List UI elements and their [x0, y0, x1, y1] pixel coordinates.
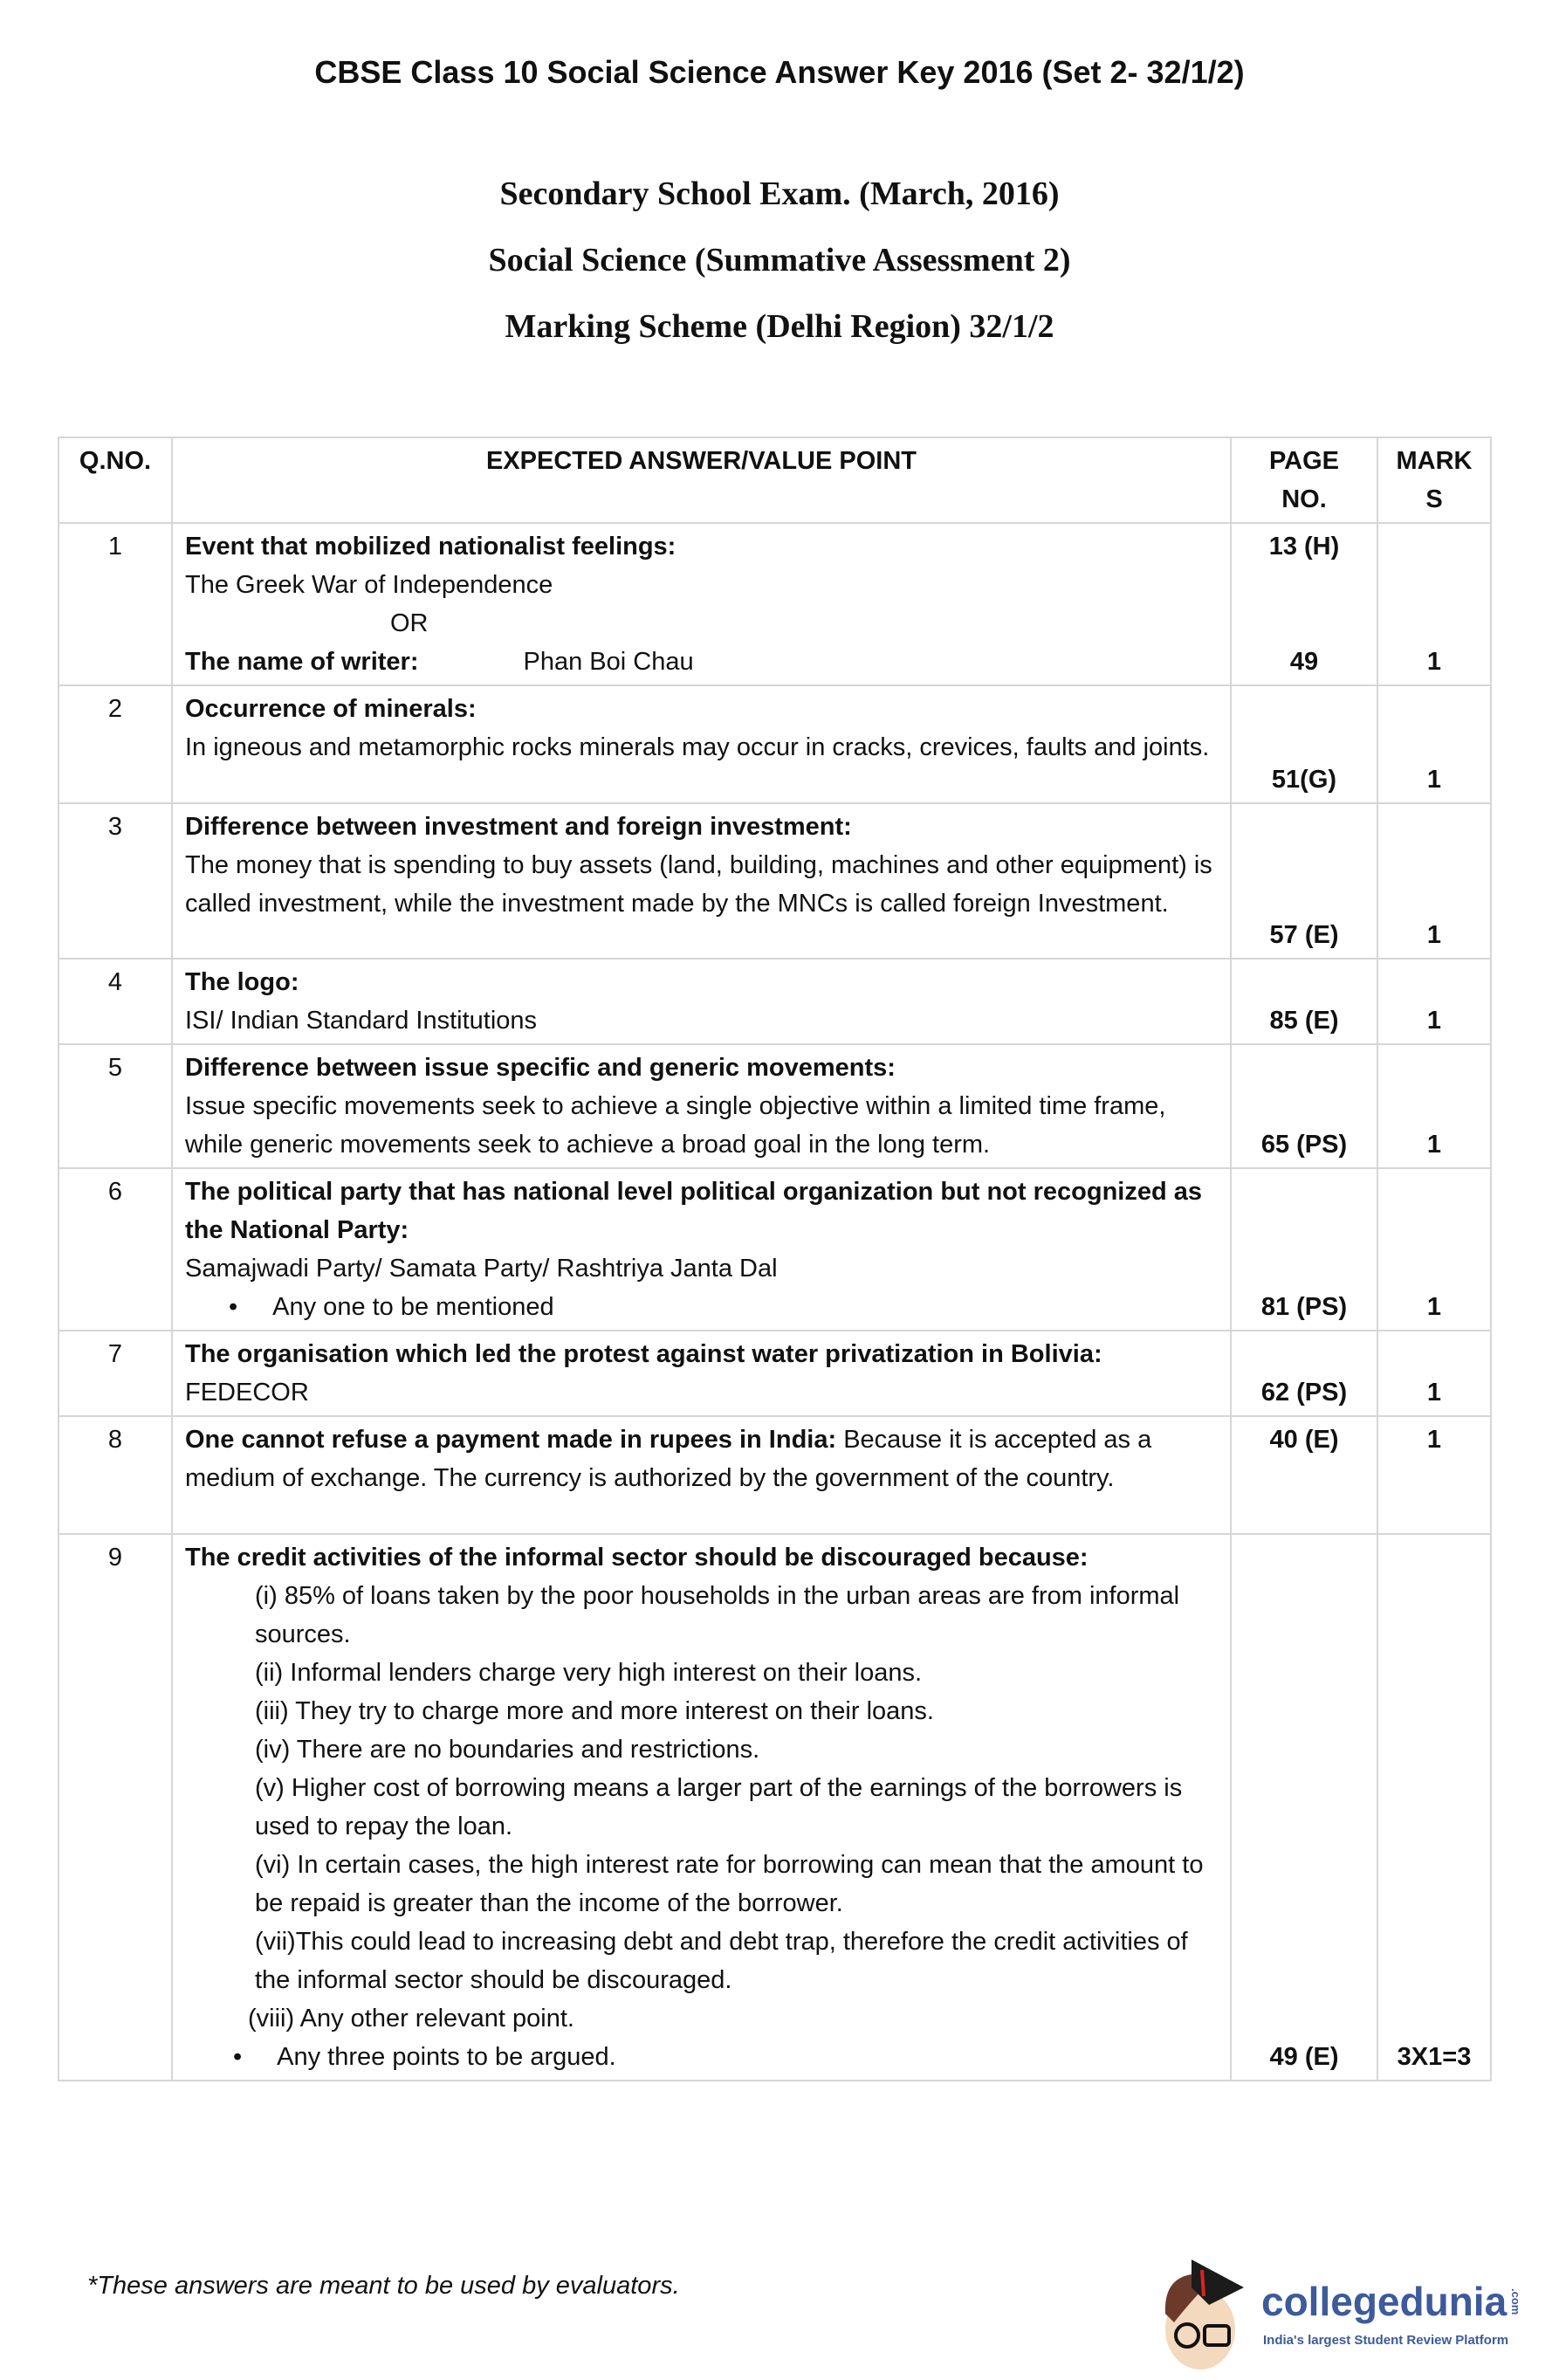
answer-heading: Event that mobilized nationalist feelings:: [185, 533, 676, 561]
subject-title: Social Science (Summative Assessment 2): [488, 242, 1071, 279]
q-number: 9: [58, 1534, 172, 2081]
answer-heading: Occurrence of minerals:: [185, 695, 477, 723]
marks: 1: [1377, 803, 1491, 959]
marks: 1: [1377, 1416, 1491, 1534]
logo-wordmark: [1261, 2277, 1521, 2326]
scheme-title: Marking Scheme (Delhi Region) 32/1/2: [505, 308, 1054, 345]
page-no: 57 (E): [1231, 803, 1377, 959]
point-item: (ii) Informal lenders charge very high interest on their loans.: [255, 1659, 923, 1687]
point-item: (vi) In certain cases, the high interest rate for borrowing can mean that the amount to be repaid is greater than the income of the borrower.: [255, 1851, 1204, 1917]
page-no: 81 (PS): [1231, 1168, 1377, 1331]
answer-cell: [172, 959, 1231, 1044]
bullet-note: • Any three points to be argued.: [185, 2038, 1218, 2076]
page-no: 13 (H): [1268, 533, 1340, 561]
answer-cell: [172, 1416, 1231, 1534]
q-number: 1: [58, 523, 172, 685]
col-page-label: PAGE NO.: [1268, 447, 1340, 513]
exam-title: Secondary School Exam. (March, 2016): [499, 175, 1060, 212]
page-no: 49: [1289, 648, 1319, 676]
answer-cell: [172, 803, 1231, 959]
answer-text: The money that is spending to buy assets (land, building, machines and other equipment) is called investment, while the investment made by the MNCs is called foreign Investment.: [185, 851, 1212, 918]
table-row: [58, 685, 1491, 803]
q-number: 3: [58, 803, 172, 959]
answer-cell: [172, 523, 1231, 685]
answer-heading: The organisation which led the protest against water privatization in Bolivia:: [185, 1340, 1102, 1368]
page-cell: [1231, 523, 1377, 685]
marks: 3X1=3: [1377, 1534, 1491, 2081]
answer-table: [58, 437, 1492, 2081]
marks: 1: [1377, 1331, 1491, 1416]
point-item: (iv) There are no boundaries and restrictions.: [255, 1736, 760, 1764]
table-row: [58, 1331, 1491, 1416]
answer-heading: The name of writer:: [185, 648, 419, 676]
answer-heading: Difference between issue specific and generic movements:: [185, 1054, 896, 1082]
page-no: 51(G): [1231, 685, 1377, 803]
evaluator-note: *These answers are meant to be used by evaluators.: [87, 2272, 680, 2300]
table-row: [58, 1534, 1491, 2081]
answer-text: ISI/ Indian Standard Institutions: [185, 1007, 538, 1035]
answer-heading: Difference between investment and foreign investment:: [185, 813, 852, 841]
answer-text: FEDECOR: [185, 1379, 309, 1407]
bullet-note: • Any one to be mentioned: [185, 1288, 1218, 1326]
table-row: [58, 803, 1491, 959]
q-number: 2: [58, 685, 172, 803]
page-no: 40 (E): [1231, 1416, 1377, 1534]
collegedunia-logo: [1157, 2253, 1554, 2375]
answer-text: Issue specific movements seek to achieve a single objective within a limited time frame, while generic movements seek to achieve a broad goal in the long term.: [185, 1092, 1166, 1159]
answer-cell: [172, 1331, 1231, 1416]
answer-heading: The credit activities of the informal sector should be discouraged because:: [185, 1544, 1089, 1572]
point-item: (v) Higher cost of borrowing means a larger part of the earnings of the borrowers is used to repay the loan.: [255, 1774, 1183, 1840]
point-item: (i) 85% of loans taken by the poor households in the urban areas are from informal sources.: [255, 1582, 1180, 1648]
col-answer: EXPECTED ANSWER/VALUE POINT: [172, 437, 1231, 523]
answer-heading: One cannot refuse a payment made in rupees in India:: [185, 1426, 837, 1454]
point-item: (iii) They try to charge more and more interest on their loans.: [255, 1697, 934, 1725]
q-number: 8: [58, 1416, 172, 1534]
page-no: 62 (PS): [1231, 1331, 1377, 1416]
logo-name: collegedunia: [1261, 2279, 1507, 2324]
answer-cell: [172, 1534, 1231, 2081]
mascot-icon: [1157, 2253, 1253, 2375]
answer-text: The Greek War of Independence: [185, 571, 553, 599]
page-no: 65 (PS): [1231, 1044, 1377, 1168]
table-row: [58, 523, 1491, 685]
answer-cell: [172, 685, 1231, 803]
q-number: 5: [58, 1044, 172, 1168]
point-item: (viii) Any other relevant point.: [248, 2005, 574, 2033]
logo-tagline: India's largest Student Review Platform: [1263, 2333, 1509, 2348]
col-qno: Q.NO.: [58, 437, 172, 523]
page-no: 85 (E): [1231, 959, 1377, 1044]
marks: 1: [1377, 959, 1491, 1044]
answer-heading: The political party that has national level political organization but not recognized as the National Party:: [185, 1178, 1202, 1244]
table-row: [58, 1416, 1491, 1534]
table-row: [58, 1044, 1491, 1168]
logo-tld: .com: [1509, 2287, 1523, 2315]
table-row: [58, 959, 1491, 1044]
q-number: 7: [58, 1331, 172, 1416]
answer-cell: [172, 1168, 1231, 1331]
q-number: 4: [58, 959, 172, 1044]
answer-text: Because it is accepted as a medium of exchange. The currency is authorized by the government of the country.: [185, 1426, 1152, 1492]
marks: 1: [1377, 685, 1491, 803]
col-marks: MARKS: [1377, 437, 1491, 523]
answer-heading: The logo:: [185, 968, 299, 996]
point-item: (vii)This could lead to increasing debt and debt trap, therefore the credit activities of the informal sector should be discouraged.: [255, 1928, 1188, 1994]
answer-text: In igneous and metamorphic rocks minerals may occur in cracks, crevices, faults and joints.: [185, 733, 1210, 761]
answer-text: Phan Boi Chau: [523, 648, 694, 676]
marks: 1: [1377, 523, 1491, 685]
table-header: [58, 437, 1491, 523]
or-text: OR: [390, 609, 429, 637]
marks: 1: [1377, 1168, 1491, 1331]
q-number: 6: [58, 1168, 172, 1331]
col-page: [1231, 437, 1377, 523]
doc-title: CBSE Class 10 Social Science Answer Key 2016 (Set 2- 32/1/2): [314, 54, 1245, 90]
answer-cell: [172, 1044, 1231, 1168]
marks: 1: [1377, 1044, 1491, 1168]
table-row: [58, 1168, 1491, 1331]
page-no: 49 (E): [1231, 1534, 1377, 2081]
answer-text: Samajwadi Party/ Samata Party/ Rashtriya Janta Dal: [185, 1255, 778, 1283]
